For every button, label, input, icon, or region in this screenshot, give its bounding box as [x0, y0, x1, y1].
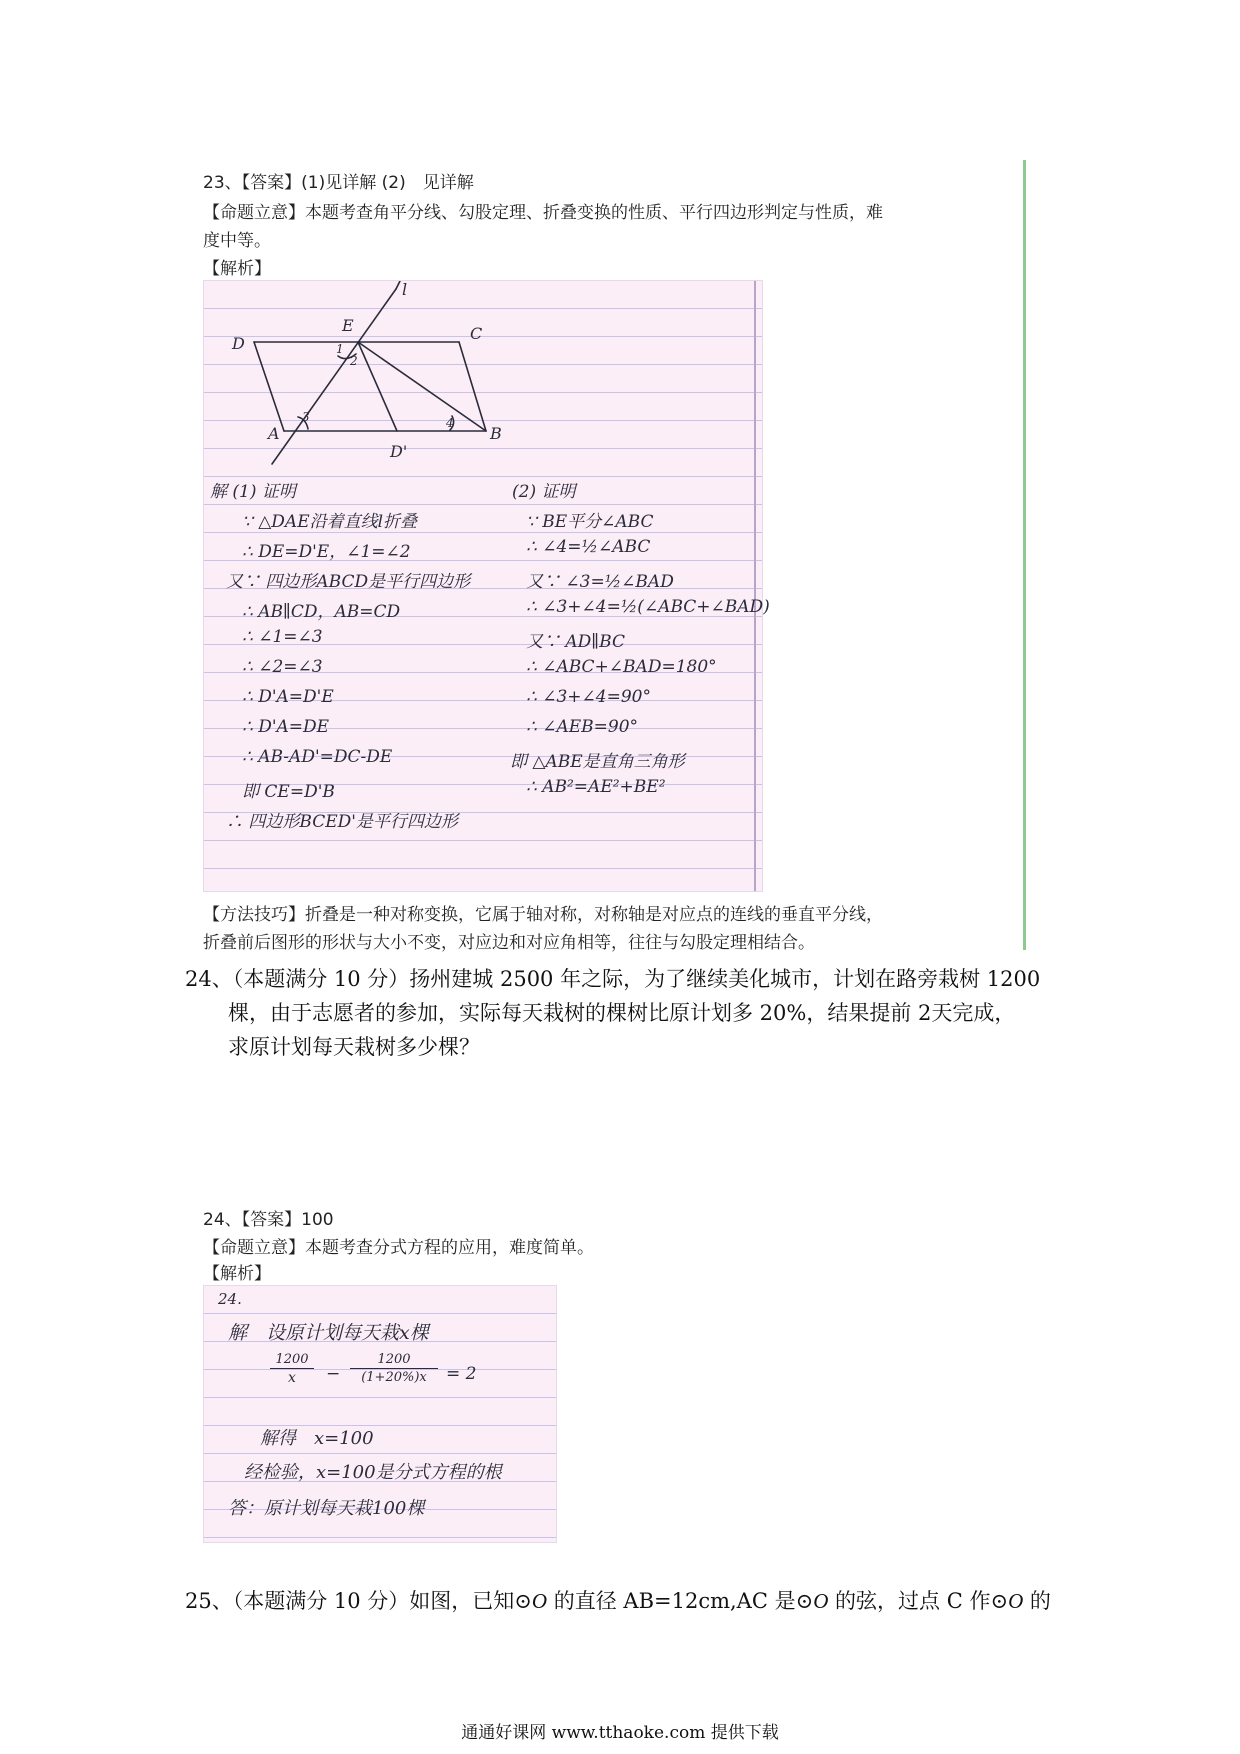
q23-proof-right-4: ∴ ∠3+∠4=½(∠ABC+∠BAD): [526, 597, 770, 617]
q24-hw-line3: 解得 x=100: [260, 1428, 374, 1449]
label-angle-4: 4: [446, 416, 454, 430]
label-angle-1: 1: [336, 342, 344, 356]
frac1-numerator: 1200: [275, 1352, 309, 1367]
q25-circle-o-2: O: [813, 1589, 829, 1613]
q23-proof-right-1: ∵ BE平分∠ABC: [526, 512, 654, 532]
q23-proof-right-10: ∴ AB²=AE²+BE²: [526, 777, 666, 797]
label-C: C: [470, 324, 483, 343]
q23-intent-line2: 度中等。: [203, 231, 271, 251]
q23-proof-right-3: 又∵ ∠3=½∠BAD: [526, 572, 674, 592]
frac2-numerator: 1200: [377, 1352, 411, 1367]
q23-proof-left-1: ∵ △DAE沿着直线l折叠: [242, 512, 418, 532]
q23-tip-line2: 折叠前后图形的形状与大小不变，对应边和对应角相等，往往与勾股定理相结合。: [203, 933, 815, 953]
q23-handwritten-sheet: [203, 280, 770, 892]
minus-sign: −: [326, 1364, 341, 1384]
q25-text-post: 的: [1023, 1589, 1051, 1613]
label-angle-3: 3: [302, 410, 310, 424]
q24-line1: 24、（本题满分 10 分）扬州建城 2500 年之际，为了继续美化城市，计划在路旁栽树 1200: [185, 967, 1041, 991]
q23-proof-left-3: 又∵ 四边形ABCD是平行四边形: [226, 572, 471, 592]
q24-line3: 求原计划每天栽树多少棵？: [228, 1035, 480, 1059]
q23-proof-right-8: ∴ ∠AEB=90°: [526, 717, 639, 737]
q25-circle-o-1: O: [531, 1589, 548, 1613]
q24-hw-number: 24.: [218, 1290, 242, 1308]
frac1-denominator: x: [288, 1370, 296, 1386]
q23-proof-left-11: ∴ 四边形BCED'是平行四边形: [226, 812, 458, 832]
label-B: B: [490, 424, 502, 443]
q24-hw-line4: 经检验，x=100是分式方程的根: [244, 1462, 502, 1483]
frac2-denominator: (1+20%)x: [361, 1370, 427, 1385]
q24-line2: 棵，由于志愿者的参加，实际每天栽树的棵树比原计划多 20%，结果提前 2天完成，: [228, 1001, 1016, 1025]
q23-proof-left-9: ∴ AB-AD'=DC-DE: [242, 747, 393, 767]
q24-answer-scan: [203, 1205, 803, 1545]
q24-hw-line1: 解 设原计划每天栽x棵: [228, 1322, 429, 1344]
q23-proof-left-10: 即 CE=D'B: [242, 782, 335, 802]
q23-parallelogram-figure: [224, 281, 544, 491]
q25-line1: [185, 1584, 1051, 1618]
q23-proof-right-7: ∴ ∠3+∠4=90°: [526, 687, 651, 707]
q24-hw-line5: 答：原计划每天栽100棵: [228, 1498, 425, 1519]
q24-answer-line: 24、【答案】100: [203, 1210, 334, 1230]
q23-proof-left-5: ∴ ∠1=∠3: [242, 627, 323, 647]
label-A: A: [268, 424, 280, 443]
q23-proof-left-6: ∴ ∠2=∠3: [242, 657, 323, 677]
q24-hw-equation: [270, 1352, 550, 1402]
q23-proof-right-2: ∴ ∠4=½∠ABC: [526, 537, 651, 557]
segment-DA: [254, 342, 284, 431]
q23-analysis-label: 【解析】: [203, 259, 271, 279]
frac2-bar: [350, 1368, 438, 1369]
q23-answer-scan: [203, 160, 1026, 953]
label-angle-2: 2: [350, 354, 358, 368]
q23-proof-left-4: ∴ AB∥CD，AB=CD: [242, 602, 401, 622]
q23-proof-right-6: ∴ ∠ABC+∠BAD=180°: [526, 657, 717, 677]
q23-proof-left-2: ∴ DE=D'E，∠1=∠2: [242, 542, 411, 562]
q23-proof-left-8: ∴ D'A=DE: [242, 717, 330, 737]
q25-circle-o-3: O: [1008, 1589, 1024, 1613]
q23-proof-right-0: (2) 证明: [512, 482, 576, 502]
frac1-bar: [270, 1368, 314, 1369]
frac1: [270, 1352, 314, 1386]
q23-proof-left-7: ∴ D'A=D'E: [242, 687, 334, 707]
frac2: [350, 1352, 438, 1385]
label-D: D: [232, 334, 245, 353]
q24-analysis-label: 【解析】: [203, 1264, 271, 1284]
q23-tip-line1: 【方法技巧】折叠是一种对称变换，它属于轴对称，对称轴是对应点的连线的垂直平分线，: [203, 905, 883, 925]
q23-proof-right-5: 又∵ AD∥BC: [526, 632, 625, 652]
q24-intent-line: 【命题立意】本题考查分式方程的应用，难度简单。: [203, 1238, 594, 1258]
q23-proof-right-9: 即 △ABE是直角三角形: [510, 752, 685, 772]
line-l-tip: [396, 281, 400, 289]
q23-answer-line: 23、【答案】(1)见详解 (2) 见详解: [203, 173, 474, 193]
q24-handwritten-sheet: [203, 1285, 557, 1543]
q23-proof-left-0: 解 (1) 证明: [210, 482, 296, 502]
label-D-prime: D': [390, 442, 408, 461]
q23-intent-line1: 【命题立意】本题考查角平分线、勾股定理、折叠变换的性质、平行四边形判定与性质，难: [203, 203, 883, 223]
label-l: l: [402, 281, 408, 299]
page-footer: 通通好课网 www.tthaoke.com 提供下载: [461, 1723, 779, 1743]
q25-text-mid1: 的直径 AB=12cm,AC 是⊙: [547, 1589, 814, 1613]
segment-CB: [459, 342, 486, 431]
equals-two: = 2: [446, 1364, 477, 1384]
q25-text-pre: 25、（本题满分 10 分）如图，已知⊙: [185, 1589, 532, 1613]
fold-line-l: [272, 289, 396, 464]
label-E: E: [342, 316, 354, 335]
sheet-margin-rule: [754, 281, 756, 891]
q25-text-mid2: 的弦，过点 C 作⊙: [828, 1589, 1009, 1613]
